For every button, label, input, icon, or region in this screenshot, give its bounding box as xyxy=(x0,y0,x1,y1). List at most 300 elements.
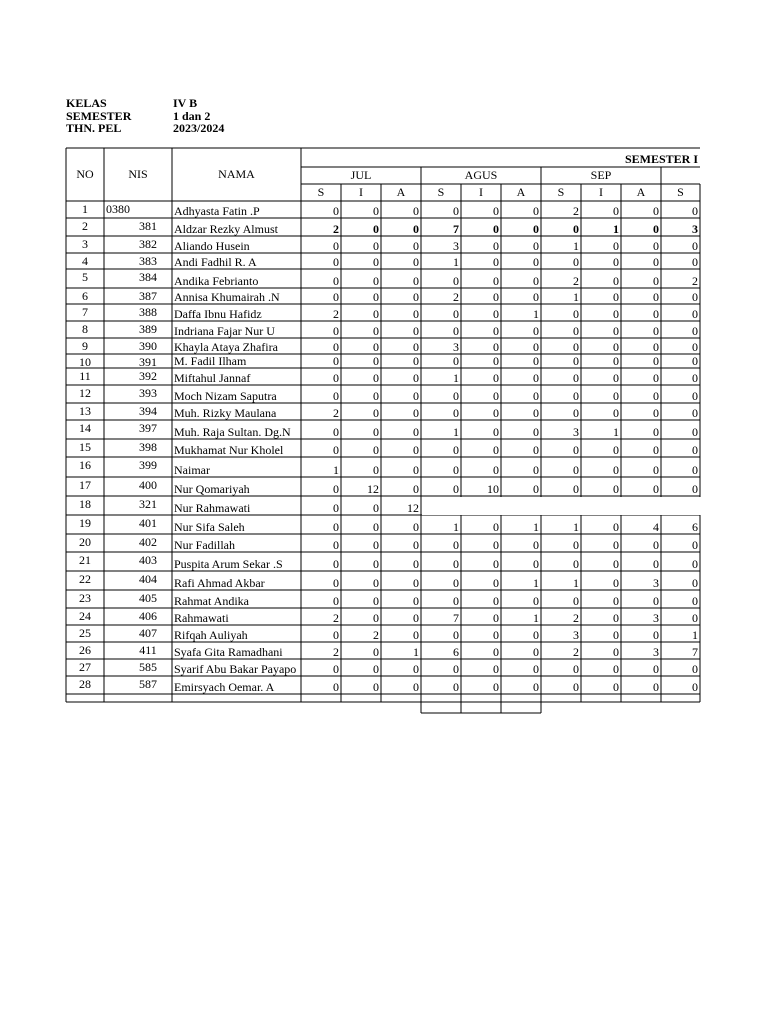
row-value: 0 xyxy=(613,354,619,368)
row-value: 0 xyxy=(613,538,619,552)
row-value: 0 xyxy=(333,576,339,590)
row-value: 0 xyxy=(373,463,379,477)
row-value: 0 xyxy=(613,482,619,496)
row-value: 0 xyxy=(533,425,539,439)
row-value: 2 xyxy=(333,222,339,236)
row-value: 0 xyxy=(613,389,619,403)
row-nama: Rahmawati xyxy=(174,611,229,625)
row-value: 0 xyxy=(373,204,379,218)
row-no: 20 xyxy=(79,535,91,549)
row-value: 0 xyxy=(453,324,459,338)
row-nama: Andika Febrianto xyxy=(174,274,259,288)
row-no: 8 xyxy=(82,322,88,336)
row-no: 27 xyxy=(79,660,91,674)
sub-header-a: A xyxy=(516,185,526,199)
row-nama: Adhyasta Fatin .P xyxy=(174,204,260,218)
row-value: 0 xyxy=(373,406,379,420)
row-value: 0 xyxy=(333,520,339,534)
sub-header-s: S xyxy=(317,185,325,199)
row-value: 0 xyxy=(533,645,539,659)
row-value: 0 xyxy=(333,239,339,253)
row-no: 16 xyxy=(79,458,91,472)
row-value: 1 xyxy=(613,425,619,439)
row-value: 0 xyxy=(692,557,698,571)
row-value: 0 xyxy=(533,406,539,420)
row-value: 0 xyxy=(573,482,579,496)
row-value: 0 xyxy=(573,371,579,385)
row-value: 0 xyxy=(413,662,419,676)
row-value: 0 xyxy=(533,482,539,496)
row-value: 0 xyxy=(493,611,499,625)
row-value: 0 xyxy=(573,594,579,608)
row-nis: 387 xyxy=(139,289,157,303)
row-value: 3 xyxy=(653,611,659,625)
row-value: 0 xyxy=(333,557,339,571)
row-value: 0 xyxy=(653,340,659,354)
row-value: 0 xyxy=(453,594,459,608)
row-value: 0 xyxy=(373,645,379,659)
row-value: 0 xyxy=(653,538,659,552)
row-value: 1 xyxy=(533,307,539,321)
row-value: 1 xyxy=(453,520,459,534)
row-no: 21 xyxy=(79,553,91,567)
row-value: 0 xyxy=(373,538,379,552)
row-value: 0 xyxy=(613,463,619,477)
semester-label: SEMESTER xyxy=(66,109,132,123)
row-value: 0 xyxy=(653,389,659,403)
row-value: 0 xyxy=(453,389,459,403)
row-value: 0 xyxy=(373,443,379,457)
row-value: 0 xyxy=(453,628,459,642)
row-value: 10 xyxy=(487,482,499,496)
row-value: 0 xyxy=(493,354,499,368)
row-value: 0 xyxy=(413,594,419,608)
row-nis: 585 xyxy=(139,660,157,674)
row-value: 0 xyxy=(453,274,459,288)
row-value: 0 xyxy=(453,538,459,552)
row-value: 0 xyxy=(333,389,339,403)
no-column-header: NO xyxy=(76,167,94,181)
row-value: 0 xyxy=(373,274,379,288)
row-value: 0 xyxy=(453,204,459,218)
row-value: 12 xyxy=(407,501,419,515)
row-value: 0 xyxy=(613,611,619,625)
row-value: 0 xyxy=(613,662,619,676)
row-no: 15 xyxy=(79,440,91,454)
row-value: 0 xyxy=(692,576,698,590)
row-value: 7 xyxy=(692,645,698,659)
row-nama: Khayla Ataya Zhafira xyxy=(174,340,278,354)
row-value: 0 xyxy=(333,443,339,457)
row-nis: 587 xyxy=(139,677,157,691)
row-value: 0 xyxy=(413,520,419,534)
row-nis: 411 xyxy=(139,643,157,657)
row-no: 6 xyxy=(82,289,88,303)
month-header-agus: AGUS xyxy=(464,168,498,182)
sub-header-i: I xyxy=(359,185,363,199)
row-value: 0 xyxy=(333,255,339,269)
row-value: 0 xyxy=(453,482,459,496)
row-value: 0 xyxy=(692,324,698,338)
row-value: 0 xyxy=(613,204,619,218)
row-nama: Muh. Rizky Maulana xyxy=(174,406,277,420)
row-nis: 391 xyxy=(139,355,157,369)
row-value: 0 xyxy=(692,307,698,321)
row-value: 0 xyxy=(613,307,619,321)
row-value: 0 xyxy=(613,274,619,288)
row-value: 0 xyxy=(613,324,619,338)
row-value: 0 xyxy=(613,290,619,304)
row-value: 0 xyxy=(493,324,499,338)
row-value: 2 xyxy=(573,611,579,625)
sub-header-s: S xyxy=(677,185,684,199)
row-nama: M. Fadil Ilham xyxy=(174,354,247,368)
row-value: 0 xyxy=(613,628,619,642)
row-value: 0 xyxy=(692,354,698,368)
row-nis: 400 xyxy=(139,478,157,492)
row-value: 0 xyxy=(653,443,659,457)
row-value: 0 xyxy=(333,538,339,552)
row-value: 1 xyxy=(613,222,619,236)
row-value: 0 xyxy=(333,274,339,288)
row-value: 0 xyxy=(453,354,459,368)
row-nama: Nur Fadillah xyxy=(174,538,235,552)
row-nis: 392 xyxy=(139,369,157,383)
row-value: 0 xyxy=(613,645,619,659)
row-nama: Nur Rahmawati xyxy=(174,501,251,515)
row-value: 0 xyxy=(653,425,659,439)
row-value: 0 xyxy=(653,354,659,368)
row-value: 2 xyxy=(333,307,339,321)
row-value: 0 xyxy=(493,255,499,269)
row-value: 0 xyxy=(413,463,419,477)
row-value: 0 xyxy=(493,645,499,659)
row-value: 0 xyxy=(533,255,539,269)
row-value: 0 xyxy=(373,324,379,338)
sub-header-a: A xyxy=(396,185,406,199)
row-value: 0 xyxy=(653,628,659,642)
row-value: 0 xyxy=(573,222,579,236)
row-value: 3 xyxy=(653,576,659,590)
row-value: 0 xyxy=(453,443,459,457)
row-value: 0 xyxy=(533,628,539,642)
row-nis: 398 xyxy=(139,440,157,454)
row-value: 3 xyxy=(653,645,659,659)
row-value: 0 xyxy=(653,662,659,676)
row-value: 1 xyxy=(573,520,579,534)
row-value: 0 xyxy=(533,680,539,694)
row-value: 0 xyxy=(373,662,379,676)
row-value: 3 xyxy=(453,239,459,253)
row-value: 0 xyxy=(493,274,499,288)
row-value: 0 xyxy=(493,307,499,321)
row-value: 0 xyxy=(573,324,579,338)
row-value: 0 xyxy=(692,389,698,403)
row-value: 0 xyxy=(413,538,419,552)
row-value: 7 xyxy=(453,222,459,236)
row-value: 0 xyxy=(533,354,539,368)
row-value: 0 xyxy=(573,538,579,552)
month-header-jul: JUL xyxy=(350,168,372,182)
row-value: 0 xyxy=(613,576,619,590)
row-value: 0 xyxy=(373,222,379,236)
row-value: 0 xyxy=(613,406,619,420)
row-value: 0 xyxy=(573,557,579,571)
row-value: 0 xyxy=(493,371,499,385)
row-value: 0 xyxy=(373,611,379,625)
row-value: 0 xyxy=(493,406,499,420)
row-value: 0 xyxy=(692,680,698,694)
row-value: 3 xyxy=(692,222,698,236)
row-value: 0 xyxy=(573,307,579,321)
row-value: 0 xyxy=(493,389,499,403)
row-value: 0 xyxy=(493,576,499,590)
row-nama: Daffa Ibnu Hafidz xyxy=(174,307,262,321)
row-value: 0 xyxy=(653,371,659,385)
row-value: 0 xyxy=(413,340,419,354)
row-nama: Andi Fadhil R. A xyxy=(174,255,257,269)
row-value: 2 xyxy=(333,645,339,659)
row-value: 0 xyxy=(653,239,659,253)
row-value: 0 xyxy=(533,204,539,218)
row-nis: 390 xyxy=(139,339,157,353)
row-value: 0 xyxy=(613,557,619,571)
row-value: 0 xyxy=(413,204,419,218)
row-no: 1 xyxy=(82,202,88,216)
row-value: 0 xyxy=(692,371,698,385)
row-value: 0 xyxy=(373,520,379,534)
row-value: 0 xyxy=(692,482,698,496)
row-nis: 405 xyxy=(139,591,157,605)
row-value: 0 xyxy=(533,340,539,354)
row-value: 1 xyxy=(573,576,579,590)
row-value: 0 xyxy=(653,482,659,496)
row-value: 0 xyxy=(413,389,419,403)
row-value: 1 xyxy=(453,255,459,269)
row-value: 0 xyxy=(373,340,379,354)
row-value: 0 xyxy=(413,290,419,304)
sub-header-s: S xyxy=(557,185,565,199)
row-nama: Moch Nizam Saputra xyxy=(174,389,277,403)
row-value: 0 xyxy=(533,371,539,385)
row-value: 0 xyxy=(453,680,459,694)
sub-header-a: A xyxy=(636,185,646,199)
row-value: 0 xyxy=(692,443,698,457)
row-nama: Muh. Raja Sultan. Dg.N xyxy=(174,425,291,439)
row-value: 0 xyxy=(692,662,698,676)
row-value: 1 xyxy=(453,425,459,439)
row-value: 0 xyxy=(573,443,579,457)
row-value: 0 xyxy=(613,443,619,457)
row-value: 2 xyxy=(373,628,379,642)
row-value: 0 xyxy=(493,662,499,676)
row-value: 0 xyxy=(533,463,539,477)
row-value: 0 xyxy=(333,628,339,642)
row-value: 0 xyxy=(373,680,379,694)
row-value: 0 xyxy=(533,557,539,571)
row-value: 3 xyxy=(453,340,459,354)
row-value: 0 xyxy=(653,557,659,571)
row-value: 0 xyxy=(333,354,339,368)
row-no: 25 xyxy=(79,626,91,640)
row-value: 2 xyxy=(573,204,579,218)
row-value: 0 xyxy=(613,255,619,269)
row-no: 22 xyxy=(79,572,91,586)
row-no: 9 xyxy=(82,339,88,353)
row-nama: Nur Sifa Saleh xyxy=(174,520,245,534)
row-value: 3 xyxy=(573,628,579,642)
blank-cell-area xyxy=(422,497,703,515)
row-value: 0 xyxy=(413,354,419,368)
row-value: 0 xyxy=(373,425,379,439)
row-value: 0 xyxy=(413,425,419,439)
row-no: 11 xyxy=(79,369,91,383)
row-value: 0 xyxy=(573,389,579,403)
row-nama: Rahmat Andika xyxy=(174,594,249,608)
row-value: 0 xyxy=(373,594,379,608)
row-value: 0 xyxy=(413,576,419,590)
row-value: 0 xyxy=(533,662,539,676)
row-value: 0 xyxy=(653,222,659,236)
row-value: 0 xyxy=(653,255,659,269)
row-value: 0 xyxy=(373,389,379,403)
row-nama: Aldzar Rezky Almust xyxy=(174,222,278,236)
row-nama: Nur Qomariyah xyxy=(174,482,250,496)
row-value: 0 xyxy=(333,204,339,218)
row-value: 0 xyxy=(653,680,659,694)
row-no: 18 xyxy=(79,497,91,511)
row-value: 0 xyxy=(493,680,499,694)
row-no: 26 xyxy=(79,643,91,657)
row-value: 0 xyxy=(692,425,698,439)
row-nis: 381 xyxy=(139,219,157,233)
row-value: 0 xyxy=(493,594,499,608)
row-value: 0 xyxy=(373,307,379,321)
row-value: 0 xyxy=(653,290,659,304)
row-value: 0 xyxy=(692,406,698,420)
row-value: 2 xyxy=(333,611,339,625)
row-no: 17 xyxy=(79,478,91,492)
row-value: 0 xyxy=(333,482,339,496)
row-value: 0 xyxy=(373,557,379,571)
row-value: 0 xyxy=(653,594,659,608)
row-value: 0 xyxy=(373,576,379,590)
row-nis: 403 xyxy=(139,553,157,567)
row-no: 12 xyxy=(79,386,91,400)
row-no: 7 xyxy=(82,305,88,319)
row-value: 0 xyxy=(453,662,459,676)
row-value: 7 xyxy=(453,611,459,625)
row-value: 0 xyxy=(333,501,339,515)
sub-header-i: I xyxy=(479,185,483,199)
row-value: 0 xyxy=(333,594,339,608)
row-nama: Naimar xyxy=(174,463,210,477)
semester-title: SEMESTER I xyxy=(624,152,698,166)
row-nama: Aliando Husein xyxy=(174,239,250,253)
row-no: 24 xyxy=(79,609,91,623)
row-value: 3 xyxy=(573,425,579,439)
row-value: 1 xyxy=(413,645,419,659)
row-value: 0 xyxy=(613,680,619,694)
row-value: 1 xyxy=(573,290,579,304)
row-nis: 389 xyxy=(139,322,157,336)
row-value: 0 xyxy=(413,680,419,694)
row-nis: 402 xyxy=(139,535,157,549)
row-nama: Syafa Gita Ramadhani xyxy=(174,645,283,659)
row-value: 0 xyxy=(692,538,698,552)
row-value: 0 xyxy=(413,371,419,385)
row-value: 0 xyxy=(533,443,539,457)
row-value: 0 xyxy=(413,557,419,571)
sub-header-i: I xyxy=(599,185,603,199)
semester-value: 1 dan 2 xyxy=(173,109,211,123)
row-nis: 406 xyxy=(139,609,157,623)
row-nama: Syarif Abu Bakar Payapo xyxy=(174,662,297,676)
row-value: 0 xyxy=(653,406,659,420)
row-nis: 407 xyxy=(139,626,157,640)
row-value: 0 xyxy=(333,324,339,338)
row-value: 2 xyxy=(573,274,579,288)
row-value: 0 xyxy=(453,463,459,477)
class-label: KELAS xyxy=(66,96,107,110)
sub-header-s: S xyxy=(437,185,445,199)
row-value: 2 xyxy=(333,406,339,420)
row-nis: 394 xyxy=(139,404,157,418)
row-value: 0 xyxy=(533,538,539,552)
row-value: 0 xyxy=(413,239,419,253)
row-value: 1 xyxy=(453,371,459,385)
month-header-sep: SEP xyxy=(590,168,612,182)
row-value: 0 xyxy=(413,406,419,420)
row-no: 13 xyxy=(79,404,91,418)
row-value: 0 xyxy=(692,204,698,218)
row-value: 2 xyxy=(453,290,459,304)
row-value: 0 xyxy=(573,354,579,368)
row-value: 0 xyxy=(692,255,698,269)
row-value: 1 xyxy=(573,239,579,253)
row-value: 0 xyxy=(453,406,459,420)
row-nama: Miftahul Jannaf xyxy=(174,371,251,385)
row-value: 0 xyxy=(653,204,659,218)
row-value: 0 xyxy=(493,628,499,642)
row-nis: 0380 xyxy=(106,202,130,216)
row-nis: 382 xyxy=(139,237,157,251)
row-nis: 393 xyxy=(139,386,157,400)
row-value: 0 xyxy=(493,340,499,354)
nis-column-header: NIS xyxy=(128,167,148,181)
row-no: 10 xyxy=(79,355,91,369)
row-value: 0 xyxy=(653,307,659,321)
row-value: 0 xyxy=(533,389,539,403)
row-no: 4 xyxy=(82,254,88,268)
row-nama: Puspita Arum Sekar .S xyxy=(174,557,283,571)
row-value: 0 xyxy=(493,557,499,571)
row-value: 0 xyxy=(533,222,539,236)
row-value: 0 xyxy=(493,222,499,236)
row-nis: 397 xyxy=(139,421,157,435)
row-value: 0 xyxy=(533,274,539,288)
row-value: 0 xyxy=(413,611,419,625)
row-value: 0 xyxy=(373,371,379,385)
row-value: 6 xyxy=(453,645,459,659)
row-nis: 321 xyxy=(139,497,157,511)
row-value: 0 xyxy=(573,680,579,694)
row-value: 4 xyxy=(653,520,659,534)
row-value: 0 xyxy=(333,662,339,676)
row-value: 0 xyxy=(453,307,459,321)
row-value: 6 xyxy=(692,520,698,534)
year-value: 2023/2024 xyxy=(173,121,225,135)
